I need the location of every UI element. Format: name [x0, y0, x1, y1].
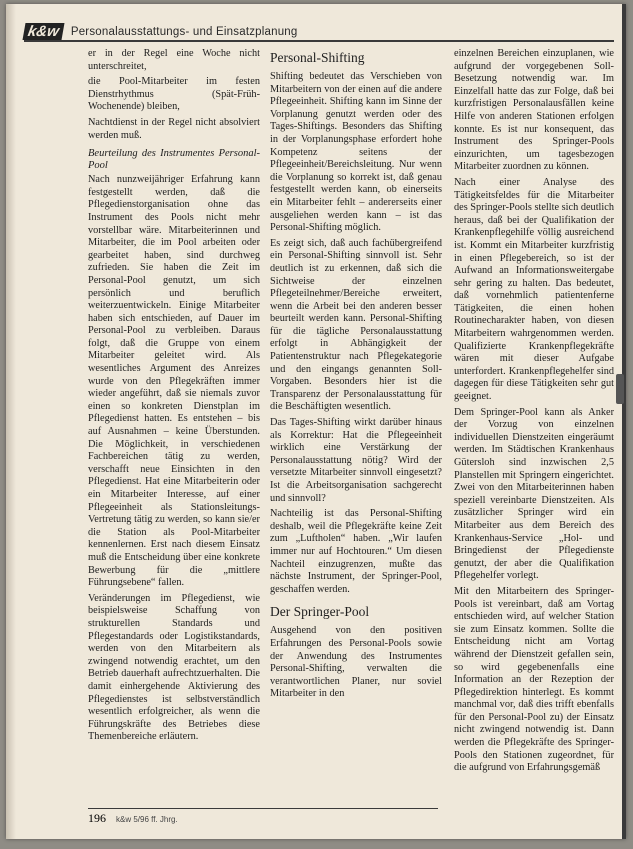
page-edge [622, 4, 626, 839]
page-footer [88, 808, 438, 826]
journal-logo: k&w [23, 23, 65, 40]
paragraph: einzelnen Bereichen einzuplanen, wie aufgrund der vorgegebenen Soll-Besetzung notwendig war. Im Einzelfall hatte das zur Folge, daß bei kurzfristigen Personalausfällen keine Hilfe von anderen Stationen erfolgen konnte. Es ist nur konsequent, das Instrument des Springer-Pools einzurichten, um tagesbezogen Mitarbeiter zuordnen zu können. [454, 48, 614, 173]
column-1 [88, 48, 260, 747]
footer-source: k&w 5/96 ff. Jhrg. [116, 815, 178, 824]
paragraph: Es zeigt sich, daß auch fachübergreifend ein Personal-Shifting sinnvoll ist. Sehr deutlich ist zu erkennen, daß sich die Sichtweise der einzelnen Pflegeteilnehmer/Bereiche erweitert, wenn die Arbeit bei den anderen besser beurteilt werden kann. Personal-Shifting für die tägliche Personalausstattung erfolgt in Abhängigkeit der Patientenstruktur nach Pflegekategorie und den eingangs genannten Soll-Vorgaben. Besonders hier ist die Transparenz der Personalausstattung für die Beschäftigten wesentlich. [270, 237, 442, 413]
binder-clip-icon [616, 374, 624, 404]
running-header-title: Personalausstattungs- und Einsatzplanung [70, 26, 298, 38]
list-item: er in der Regel eine Woche nicht unterschreitet, [88, 48, 260, 72]
section-heading-personal-shifting: Personal-Shifting [270, 50, 365, 65]
paragraph: Das Tages-Shifting wirkt darüber hinaus als Korrektur: Hat die Pflegeeinheit wirklich eine Verstärkung der Personalausstattung nötig? Wird der versetzte Mitarbeiter sinnvoll eingesetzt? Ist die Arbeitsorganisation sachgerecht und sinnvoll? [270, 417, 442, 504]
paragraph: Shifting bedeutet das Verschieben von Mitarbeitern von der einen auf die andere Pflegeeinheit. Shifting kann im Sinne der Vorplanung genutzt werden oder des Tages-Shiftings. Besonders das Shifting in der Vorplanungsphase erfordert hohe Kompetenz seitens der Pflegeeinheit/Bereichsleitung. Nur wenn die Vorplanung so korrekt ist, daß genau festgestellt werden kann, ob einerseits ein Mitarbeiter fehlt – andererseits einer ausgeliehen werden kann – ist das Personal-Shifting möglich. [270, 71, 442, 234]
list-item: Nachtdienst in der Regel nicht absolviert werden muß. [88, 116, 260, 141]
list-item: die Pool-Mitarbeiter im festen Dienstrhythmus (Spät-Früh-Wochenende) bleiben, [88, 76, 260, 113]
subheading-assessment: Beurteilung des Instrumentes Personal-Pool [88, 148, 260, 172]
section-heading-springer-pool: Der Springer-Pool [270, 604, 370, 620]
column-3 [454, 48, 614, 778]
column-2 [270, 48, 442, 704]
paragraph: Dem Springer-Pool kann als Anker der Vorzug von einzelnen individuellen Dienstzeiten eingeräumt werden. Im Städtischen Krankenhaus Gütersloh sind inzwischen 2,5 Planstellen mit Springern eingerichtet. Zwei von den Mitarbeiterinnen haben speziell vereinbarte Dienstzeiten. Als zusätzlicher Springer wird ein Mitarbeiter aus dem Bereich des Krankenhaus-Service „Hol- und Bringedienst der Pflegedienste genutzt, der aber die Qualifikation Pflegehelfer vorlegt. [454, 406, 614, 582]
paragraph: Nach nunzweijähriger Erfahrung kann festgestellt werden, daß die Pflegedienstorganisation ohne das Instrument des Pools nicht mehr vorstellbar wäre. Mitarbeiterinnen und Mitarbeiter, die im Pool arbeiten oder gearbeitet haben, sind durchweg zufrieden. Sie haben die Zeit im Personal-Pool genutzt, um sich persönlich und beruflich weiterzuentwickeln. Einige Mitarbeiter haben sich entschieden, auf Dauer im Personal-Pool zu verbleiben. Daraus folgt, daß die Gruppe von einem Mitarbeiter geleitet wird. Als wesentliches Argument des Anreizes wurde von den Pflegekräften immer wieder angeführt, daß sie niemals zuvor einen so konkreten Dienstplan im Pflegedienst hatten. Es entstehen – bis auf Ausnahmen – keine Überstunden. Die Möglichkeit, in verschiedenen Fachbereichen tätig zu werden, verschafft neue Einsichten in den Pflegedienst. Hat eine Mitarbeiterin oder ein Mitarbeiter Interesse, auf einer Pflegeeinheit als Stationsleitungs-Vertretung tätig zu werden, so kann sie/er die Station als Pool-Mitarbeiter kennenlernen. Erst nach diesem Einsatz muß die Entscheidung über eine konkrete Bewerbung für die „mittlere Führungsebene“ fallen. [88, 174, 260, 589]
paragraph: Nachteilig ist das Personal-Shifting deshalb, weil die Pflegekräfte keine Zeit zum „Luftholen“ haben. „Wir laufen immer nur auf Hochtouren.“ Um diesen Nachteil einzugrenzen, mußte das nächste Instrument, der Springer-Pool, geschaffen werden. [270, 508, 442, 595]
paragraph: Mit den Mitarbeitern des Springer-Pools ist vereinbart, daß am Vortag entschieden wird, auf welcher Station sie zum Einsatz kommen. Sollte die Entscheidung nicht am Vortag während der Dienstzeit gefallen sein, so wird gegebenenfalls eine Information an der Rezeption der Pflegedirektion hinterlegt. Es kommt manchmal vor, daß dies trifft ebenfalls für den Personal-Pool zu) der Einsatz nicht zwingend notwendig ist. Dann werden die Pflegekräfte des Springer-Pools den Stationen zugeordnet, für die aufgrund von Erfahrungsgemäß [454, 585, 614, 774]
running-header [24, 20, 614, 42]
page-spine-shadow [6, 4, 16, 839]
paragraph: Nach einer Analyse des Tätigkeitsfeldes für die Mitarbeiter des Springer-Pools stellte sich deutlich heraus, daß bei der Qualifikation der Krankenpflegehilfe völlig ausreichend ist. Kommt ein Mitarbeiter kurzfristig in einen Pflegebereich, so ist der Aufwand an Informationsweitergabe sehr gering zu halten. Das bedeutet, daß vornehmlich patientenferne Tätigkeiten, die einen hohen Routinecharakter haben, von diesen Mitarbeitern wahrgenommen werden. Qualifizierte Krankenpflegekräfte wären mit dieser Aufgabe unterfordert. Krankenpflegehelfer sind dagegen für diese Tätigkeiten sehr gut geeignet. [454, 176, 614, 403]
document-page [6, 4, 626, 839]
paragraph: Ausgehend von den positiven Erfahrungen des Personal-Pools sowie der Anwendung des Instrumentes Personal-Shifting, verwalten die verantwortlichen Planer, nur soviel Mitarbeiter in den [270, 625, 442, 700]
paragraph: Veränderungen im Pflegedienst, wie beispielsweise Schaffung von strukturellen Standards und Pflegestandards oder Logistikstandards, werden von den Mitarbeitern als zwingend notwendig erachtet, um den Betrieb dauerhaft aufrechtzuerhalten. Die damit einhergehende Aktivierung des Pflegedienstes ist selbstverständlich wesentlich erfolgreicher, als wenn die Führungskräfte des Betriebes diese Themenbereiche erläutern. [88, 592, 260, 743]
page-number: 196 [88, 811, 106, 825]
